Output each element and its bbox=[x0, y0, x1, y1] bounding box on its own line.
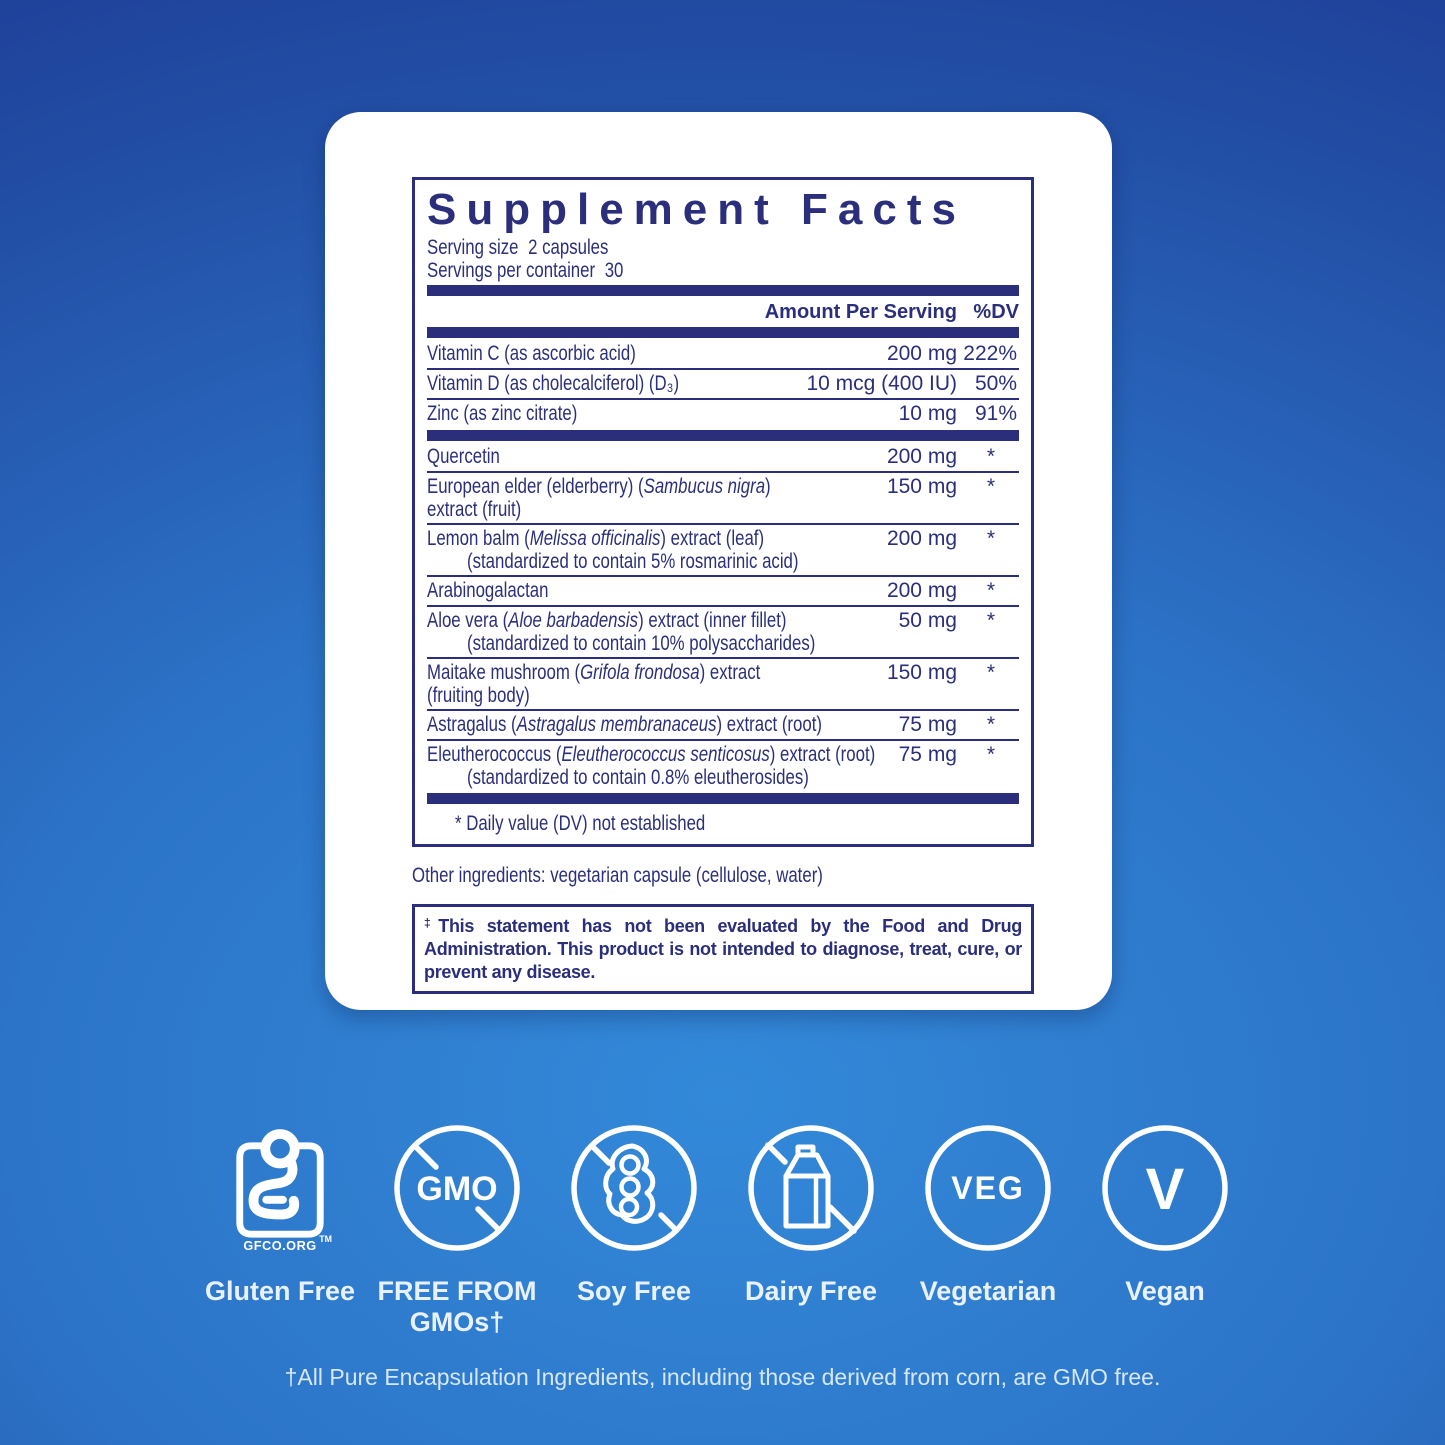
veg-icon-text: VEG bbox=[951, 1170, 1025, 1206]
table-row bbox=[427, 578, 1019, 604]
row-name: Zinc (as zinc citrate) bbox=[427, 402, 578, 425]
row-name: Eleutherococcus (Eleutherococcus senticosus) extract (root) (standardized to contain 0.8% eleutherosides) bbox=[427, 743, 1019, 789]
percent-dv-header: %DV bbox=[973, 301, 1019, 323]
amount-per-serving-header: Amount Per Serving bbox=[764, 301, 957, 323]
separator-thin bbox=[427, 368, 1019, 370]
row-name: Maitake mushroom (Grifola frondosa) extract (fruiting body) bbox=[427, 661, 1019, 707]
table-row bbox=[427, 660, 1019, 708]
fda-disclaimer-text: This statement has not been evaluated by the Food and Drug Administration. This product is not intended to diagnose, treat, cure, or prevent any disease. bbox=[424, 916, 1023, 982]
badge-vegetarian bbox=[900, 1122, 1077, 1338]
separator-thin bbox=[427, 398, 1019, 400]
vegan-circle-icon bbox=[1099, 1122, 1231, 1254]
servings-per-container-value: 30 bbox=[604, 259, 624, 282]
row-dv: * bbox=[986, 579, 995, 602]
row-dv: * bbox=[986, 609, 995, 632]
row-name-line2: (standardized to contain 5% rosmarinic acid) bbox=[467, 550, 799, 573]
no-gmo-icon bbox=[391, 1122, 523, 1254]
row-amount: 10 mcg (400 IU) bbox=[806, 372, 957, 395]
badge-label: Gluten Free bbox=[204, 1276, 356, 1306]
row-amount: 10 mg bbox=[898, 402, 957, 425]
separator-thick bbox=[427, 793, 1019, 804]
row-name: Lemon balm (Melissa officinalis) extract (leaf) (standardized to contain 5% rosmarinic acid) bbox=[427, 527, 1019, 573]
row-amount: 75 mg bbox=[898, 713, 957, 736]
row-name: European elder (elderberry) (Sambucus nigra) extract (fruit) bbox=[427, 475, 1019, 521]
separator-thin bbox=[427, 657, 1019, 659]
facts-rows bbox=[427, 341, 1019, 804]
daily-value-footnote: * Daily value (DV) not established bbox=[455, 812, 706, 835]
row-dv: * bbox=[986, 661, 995, 684]
vegan-icon-text: V bbox=[1145, 1157, 1185, 1222]
row-name-line2: extract (fruit) bbox=[427, 498, 522, 521]
separator-thin bbox=[427, 523, 1019, 525]
row-dv: * bbox=[986, 445, 995, 468]
table-row bbox=[427, 444, 1019, 470]
separator-thick bbox=[427, 430, 1019, 441]
row-name: Vitamin D (as cholecalciferol) (D₃) bbox=[427, 372, 680, 395]
separator-thick bbox=[427, 285, 1019, 296]
separator-thin bbox=[427, 605, 1019, 607]
row-name-line2: (standardized to contain 10% polysaccharides) bbox=[467, 632, 816, 655]
other-ingredients-line: Other ingredients: vegetarian capsule (cellulose, water) bbox=[412, 864, 823, 887]
row-amount: 150 mg bbox=[886, 475, 957, 498]
double-dagger-mark: ‡ bbox=[424, 916, 439, 930]
row-name: Astragalus (Astragalus membranaceus) extract (root) bbox=[427, 713, 822, 736]
row-amount: 50 mg bbox=[898, 609, 957, 632]
certification-badges-row bbox=[0, 1122, 1445, 1338]
badge-gluten-free bbox=[192, 1122, 369, 1338]
row-amount: 200 mg bbox=[886, 579, 957, 602]
table-row bbox=[427, 526, 1019, 574]
supplement-facts-title: Supplement Facts bbox=[427, 185, 966, 234]
table-row bbox=[427, 401, 1019, 427]
badge-label: Vegan bbox=[1125, 1276, 1205, 1306]
row-dv: 50% bbox=[974, 372, 1017, 395]
row-name: Arabinogalactan bbox=[427, 579, 549, 602]
row-amount: 150 mg bbox=[886, 661, 957, 684]
row-name-line2: (fruiting body) bbox=[427, 684, 530, 707]
table-row bbox=[427, 474, 1019, 522]
product-label-card bbox=[325, 112, 1112, 1010]
gfco-org-text: GFCO.ORG bbox=[243, 1237, 317, 1253]
row-dv: * bbox=[986, 527, 995, 550]
badge-label: FREE FROM GMOs† bbox=[377, 1276, 537, 1337]
supplement-facts-panel bbox=[412, 177, 1034, 847]
row-amount: 200 mg bbox=[886, 445, 957, 468]
row-name-line2: (standardized to contain 0.8% eleutherosides) bbox=[467, 766, 809, 789]
row-amount: 200 mg bbox=[886, 527, 957, 550]
table-row bbox=[427, 742, 1019, 790]
separator-thick bbox=[427, 327, 1019, 338]
table-row bbox=[427, 608, 1019, 656]
badge-soy-free bbox=[546, 1122, 723, 1338]
badge-label: Vegetarian bbox=[919, 1276, 1057, 1306]
row-amount: 200 mg bbox=[886, 342, 957, 365]
row-name: Aloe vera (Aloe barbadensis) extract (inner fillet) (standardized to contain 10% polysaccharides) bbox=[427, 609, 1019, 655]
badge-free-from-gmos bbox=[369, 1122, 546, 1338]
gmo-icon-text: GMO bbox=[416, 1170, 498, 1208]
row-dv: 222% bbox=[963, 342, 1017, 365]
badge-label: Dairy Free bbox=[744, 1276, 878, 1306]
servings-per-container-line bbox=[427, 259, 1019, 282]
row-dv: * bbox=[986, 713, 995, 736]
separator-thin bbox=[427, 739, 1019, 741]
no-soy-icon bbox=[568, 1122, 700, 1254]
gfco-logo-icon bbox=[227, 1122, 333, 1254]
gmo-free-footnote: †All Pure Encapsulation Ingredients, including those derived from corn, are GMO free. bbox=[284, 1364, 1161, 1390]
veg-circle-icon bbox=[922, 1122, 1054, 1254]
table-row bbox=[427, 371, 1019, 397]
serving-size-value: 2 capsules bbox=[528, 236, 609, 259]
table-row bbox=[427, 712, 1019, 738]
row-amount: 75 mg bbox=[898, 743, 957, 766]
fda-disclaimer-box bbox=[412, 904, 1034, 994]
no-dairy-icon bbox=[745, 1122, 877, 1254]
row-dv: 91% bbox=[974, 402, 1017, 425]
trademark-mark: TM bbox=[319, 1233, 333, 1244]
row-dv: * bbox=[986, 743, 995, 766]
serving-size-line bbox=[427, 236, 1019, 259]
servings-per-container-label: Servings per container bbox=[427, 259, 596, 282]
serving-size-label: Serving size bbox=[427, 236, 519, 259]
badge-vegan bbox=[1077, 1122, 1254, 1338]
badge-dairy-free bbox=[723, 1122, 900, 1338]
separator-thin bbox=[427, 575, 1019, 577]
facts-header-row bbox=[427, 299, 1019, 324]
table-row bbox=[427, 341, 1019, 367]
row-dv: * bbox=[986, 475, 995, 498]
row-name: Quercetin bbox=[427, 445, 500, 468]
row-name: Vitamin C (as ascorbic acid) bbox=[427, 342, 636, 365]
separator-thin bbox=[427, 709, 1019, 711]
badge-label: Soy Free bbox=[576, 1276, 692, 1306]
separator-thin bbox=[427, 471, 1019, 473]
